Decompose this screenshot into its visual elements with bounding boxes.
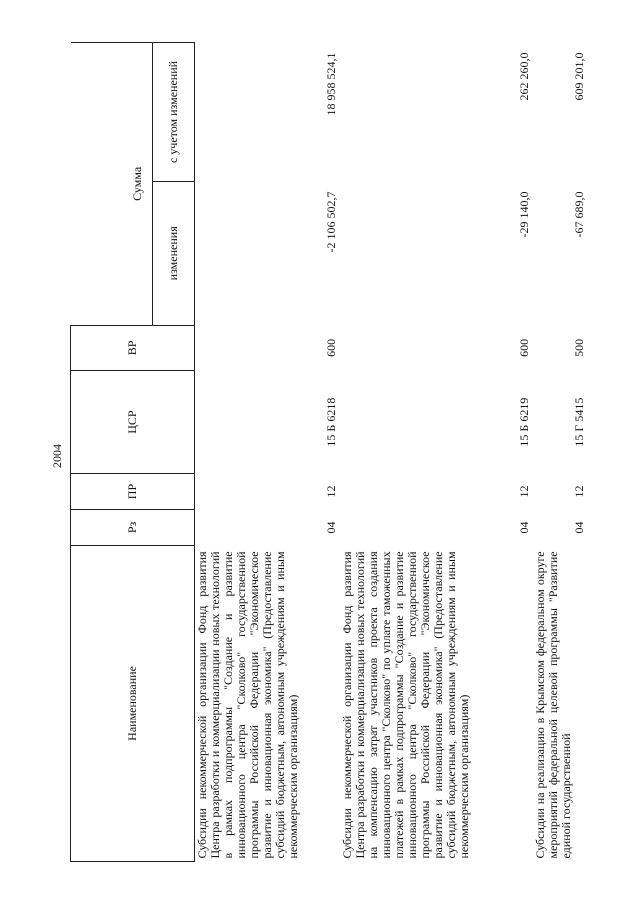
row-with-changes: 18 958 524,1: [324, 52, 338, 116]
header-rz: Рз: [71, 510, 195, 546]
table-row: [195, 43, 341, 862]
header-sum-spacer: [71, 43, 123, 326]
row-csr: 15 Б 6219: [517, 397, 531, 447]
row-name: Субсидии на реализацию в Крымском федеральном округе мероприятий федеральной целевой программы "Развитие единой государственной: [533, 551, 573, 859]
row-rz: 04: [324, 521, 338, 534]
header-sum: Сумма: [123, 43, 153, 326]
header-changes: изменения: [153, 181, 195, 325]
row-pr: 12: [572, 485, 586, 498]
header-pr: ПР: [71, 474, 195, 510]
row-pr: 12: [324, 485, 338, 498]
row-csr: 15 Г 5415: [572, 397, 586, 447]
row-vr: 600: [517, 338, 531, 357]
row-with-changes: 262 260,0: [517, 52, 531, 101]
row-changes: -29 140,0: [517, 191, 531, 238]
row-changes: -2 106 502,7: [324, 191, 338, 253]
row-vr: 600: [324, 338, 338, 357]
row-name: Субсидии некоммерческой организации Фонд развития Центра разработки и коммерциализации новых технологий на компенсацию затрат участников проекта создания инновационного центра "Сколково" по уплате таможенных платежей в рамках подпрограммы "Создание и развитие инновационного центра "Сколково" государственной программы Российской Федерации "Экономическое развитие и инновационная экономика" (Предоставление субсидий бюджетным, автономным учреждениям и иным некоммерческим организациям): [340, 551, 471, 859]
row-name: Субсидии некоммерческой организации Фонд развития Центра разработки и коммерциализации новых технологий в рамках подпрограммы "Создание и развитие инновационного центра "Сколково" государственной программы Российской Федерации "Экономическое развитие и инновационная экономика" (Предоставление субсидий бюджетным, автономным учреждениям и иным некоммерческим организациям): [195, 551, 300, 859]
budget-table: [70, 42, 588, 862]
page-number: 2004: [50, 444, 64, 468]
row-with-changes: 609 201,0: [572, 52, 586, 101]
table-row: [340, 43, 533, 862]
row-changes: -67 689,0: [572, 191, 586, 238]
row-pr: 12: [517, 485, 531, 498]
header-name: Наименование: [71, 545, 195, 861]
rotated-table-container: [70, 42, 586, 862]
row-csr: 15 Б 6218: [324, 397, 338, 447]
row-vr: 500: [572, 338, 586, 357]
header-with-changes: [153, 43, 195, 182]
row-rz: 04: [517, 521, 531, 534]
table-row: [533, 43, 588, 862]
row-rz: 04: [572, 521, 586, 534]
header-with-changes-label: с учетом изменений: [166, 60, 180, 164]
header-csr: ЦСР: [71, 371, 195, 474]
header-vr: ВР: [71, 325, 195, 371]
